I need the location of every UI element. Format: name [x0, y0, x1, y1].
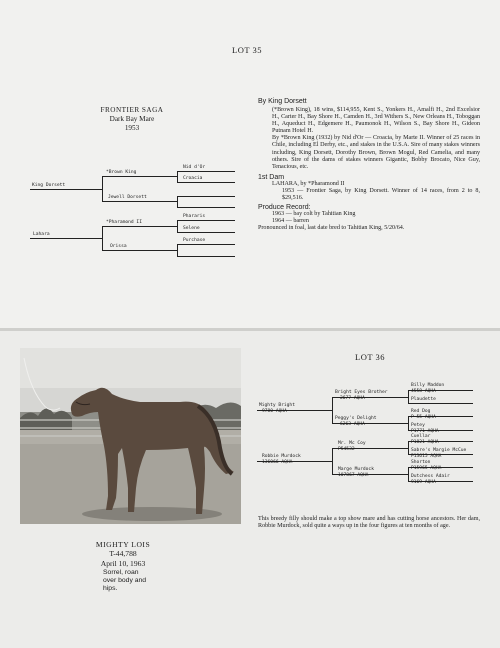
lot35-sire-sire-dam: Croacia [183, 176, 203, 181]
lot36-dam-sire: Mr. Mc Coy [338, 441, 366, 446]
lot36-dss: Cuellar [411, 434, 431, 439]
lot36-ddd: Dutchess Adair [411, 474, 450, 479]
lot35-sire-record: (*Brown King), 18 wins, $114,955, Kent S., Yonkers H., Amalfi H., 2nd Excelsior H., Carter H., Bay Shore H., Camden H., 3rd Withers S., New Orleans H., Toboggan H., Aqueduct H., Edgemere H., Paumonok H., Wilson S., Bay Shore H., Gideon Putnam Hotel H. [272, 107, 480, 135]
lot35-produce-1964: 1964 — barren [272, 218, 309, 225]
lot35-horse-heading [92, 106, 172, 133]
lot35-dam-record: 1953 — Frontier Saga, by King Dorsett. Winner of 14 races, from 2 to 8, $29,516. [282, 187, 480, 202]
lot36-color-line2: over body and [103, 577, 147, 585]
lot36-dam-dam: Marge Murdock [338, 467, 374, 472]
lot35-sire-sire-sire: Nid d'Or [183, 165, 206, 170]
lot35-horse-name: FRONTIER SAGA [100, 106, 164, 114]
lot35-dam-heading: 1st Dam [258, 173, 285, 181]
lot36-sire-sire-reg: 2677 AQHA [340, 396, 365, 401]
lot35-title: LOT 35 [232, 45, 262, 55]
horse-photo-image [20, 348, 241, 524]
lot36-dam-reg: 136066 AQHA [262, 460, 293, 465]
lot35-dam-sire-sire: Phararis [183, 214, 206, 219]
lot36-title: LOT 36 [355, 352, 385, 362]
lot35-pronounced: Pronounced in foal, last date bred to Tahitian King, 5/20/64. [258, 225, 405, 232]
lot36-color-line1: Sorrel, roan [103, 569, 139, 576]
lot35-dam-sire: *Pharamond II [106, 220, 142, 225]
lot36-color-line3: hips. [103, 585, 118, 593]
lot35-dam-sire-dam: Selene [183, 226, 200, 231]
lot36-sire-dam-reg: 6263 AQHA [340, 422, 365, 427]
lot36-ssd: Plaudette [411, 397, 436, 402]
lot36-sdd: Petey [411, 423, 425, 428]
lot35-dam-line: LAHARA, by *Pharamond II [272, 180, 345, 187]
lot36-horse-date: April 10, 1963 [100, 558, 146, 568]
lot36-sds-reg: P-55 AQHA [411, 415, 436, 420]
lot35-horse-year: 1953 [124, 124, 140, 132]
lot35-sire-heading: By King Dorsett [258, 98, 307, 105]
lot35-text-block [258, 98, 480, 232]
lot35-produce-heading: Produce Record: [258, 204, 311, 212]
lot36-dam: Robbie Murdock [262, 454, 301, 459]
lot36-dds: Shorton [411, 460, 431, 465]
lot36-horse-color [103, 569, 173, 594]
lot36-sire-sire: Bright Eyes Brother [335, 390, 388, 395]
lot36-dsd-reg: P13615 AQHA [411, 454, 442, 459]
lot36-sdd-reg: P1771 AQHA [411, 429, 439, 434]
lot36-dds-reg: P15965 AQHA [411, 466, 442, 471]
lot35-dam: Lahara [33, 232, 50, 237]
lot36-sss: Billy Maddon [411, 383, 445, 388]
lot36-dsd: Sabre's Margie McCue [411, 448, 467, 453]
lot35-dam-dam-sire: Purchase [183, 238, 206, 243]
lot36-dam-dam-reg: 107867 AQHA [338, 473, 369, 478]
lot35-sire-sire: *Brown King [106, 170, 137, 175]
lot35-sire-notes: By *Brown King (1932) by Nid d'Or — Croacia, by Marte II. Winner of 25 races in Chile, including El Derby, etc., and stakes in the U.S.A. Sire of many stakes winners including, King Dorsett, Dorothy Brown, Brown Mogul, Red Camelia, and many others. Sire of the dams of stakes winners Gigantic, Bobby Brocato, Nice Guy, Tenacious, etc. [272, 135, 480, 170]
lot36-sds: Red Dog [411, 409, 431, 414]
lot36-horse-reg: T-44,788 [109, 549, 137, 559]
lot36-ddd-reg: 9169 AQHA [411, 480, 436, 485]
lot36-sire-reg: 9780 AQHA [262, 409, 287, 414]
lot36-horse-heading [82, 540, 164, 568]
lot36-sire-dam: Peggy's Delight [335, 416, 377, 421]
lot36-horse-name: MIGHTY LOIS [95, 540, 151, 549]
lot36-dss-reg: P1821 AQHA [411, 440, 439, 445]
horse-photo [20, 348, 241, 524]
lot35-sire: King Dorsett [32, 183, 66, 188]
lot35-horse-desc: Dark Bay Mare [109, 115, 155, 123]
lot36-description: This breedy filly should make a top show mare and has cutting horse ancestors. Her dam, Robbie Murdock, sold quite a ways up in the four figures at ten months of age. [258, 516, 480, 530]
lot36-sss-reg: 4558 AQHA [411, 389, 436, 394]
lot35-sire-dam: Jewell Dorsett [108, 195, 147, 200]
lot36-dam-sire-reg: P54532 [338, 447, 355, 452]
lot36-sire: Mighty Bright [259, 403, 295, 408]
lot35-produce-1963: 1963 — bay colt by Tahitian King [272, 211, 356, 218]
lot35-dam-dam: Orissa [110, 244, 127, 249]
